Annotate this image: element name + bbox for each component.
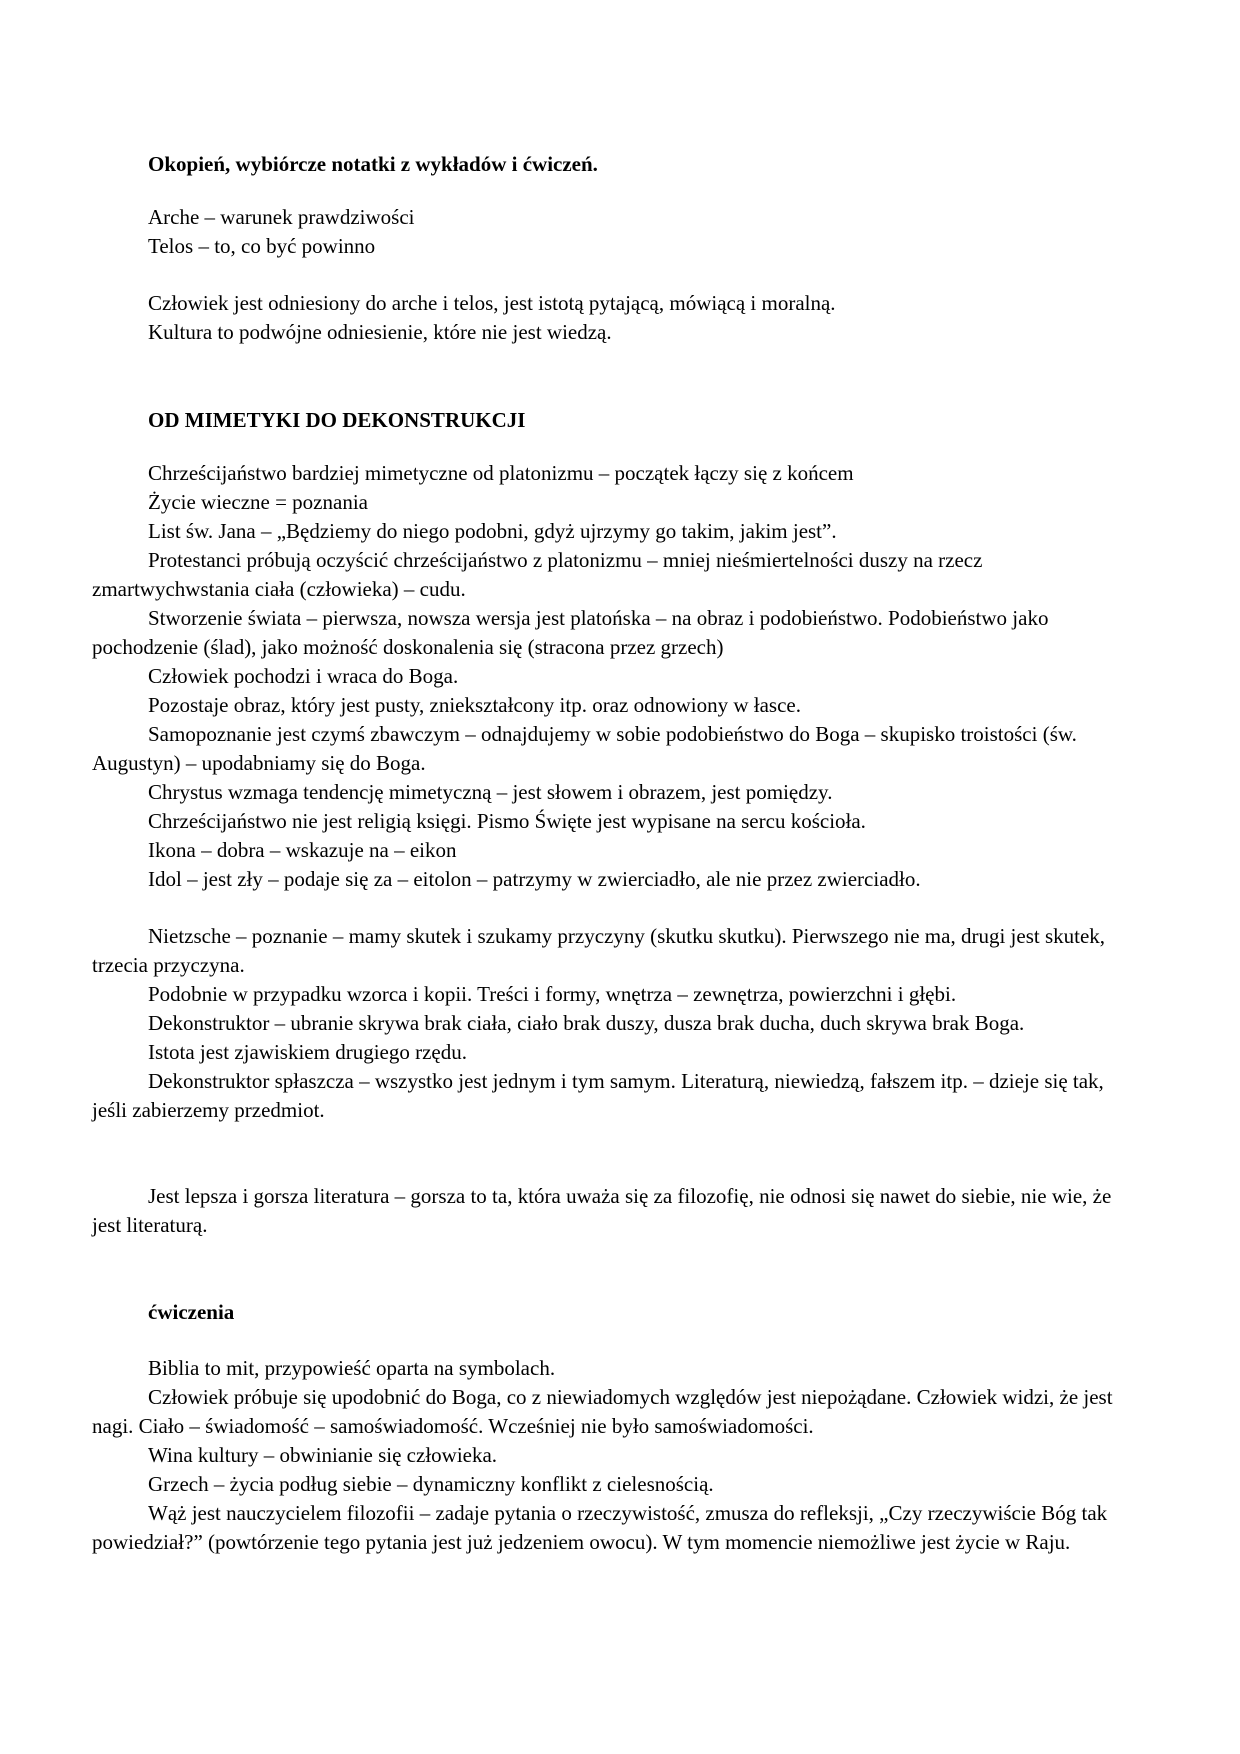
paragraph: Chrześcijaństwo bardziej mimetyczne od platonizmu – początek łączy się z końcem	[148, 461, 854, 485]
paragraph: Życie wieczne = poznania	[148, 490, 368, 514]
section-body	[92, 922, 1144, 1125]
paragraph: Chrystus wzmaga tendencję mimetyczną – jest słowem i obrazem, jest pomiędzy.	[148, 780, 833, 804]
paragraph: Chrześcijaństwo nie jest religią księgi. Pismo Święte jest wypisane na sercu kościoła.	[148, 809, 866, 833]
paragraph: Pozostaje obraz, który jest pusty, zniekształcony itp. oraz odnowiony w łasce.	[148, 693, 801, 717]
paragraph: Podobnie w przypadku wzorca i kopii. Treści i formy, wnętrza – zewnętrza, powierzchni i głębi.	[148, 982, 957, 1006]
section-heading: ćwiczenia	[148, 1300, 235, 1324]
paragraph: Stworzenie świata – pierwsza, nowsza wersja jest platońska – na obraz i podobieństwo. Podobieństwo jako pochodzenie (ślad), jako możność doskonalenia się (stracona przez grzech)	[92, 606, 1049, 659]
paragraph: Wina kultury – obwinianie się człowieka.	[148, 1443, 498, 1467]
paragraph: Dekonstruktor – ubranie skrywa brak ciała, ciało brak duszy, dusza brak ducha, duch skrywa brak Boga.	[148, 1011, 1025, 1035]
paragraph: Grzech – życia podług siebie – dynamiczny konflikt z cielesnością.	[148, 1472, 714, 1496]
intro-definitions	[148, 203, 1144, 261]
section-body	[92, 459, 1144, 894]
paragraph: Istota jest zjawiskiem drugiego rzędu.	[148, 1040, 467, 1064]
text-line: Kultura to podwójne odniesienie, które nie jest wiedzą.	[148, 320, 612, 344]
text-line: Arche – warunek prawdziwości	[148, 205, 415, 229]
section-body	[92, 1354, 1144, 1557]
text-line: Telos – to, co być powinno	[148, 234, 376, 258]
paragraph: Nietzsche – poznanie – mamy skutek i szukamy przyczyny (skutku skutku). Pierwszego nie ma, drugi jest skutek, trzecia przyczyna.	[92, 924, 1106, 977]
paragraph: List św. Jana – „Będziemy do niego podobni, gdyż ujrzymy go takim, jakim jest”.	[148, 519, 837, 543]
paragraph: Protestanci próbują oczyścić chrześcijaństwo z platonizmu – mniej nieśmiertelności duszy na rzecz zmartwychwstania ciała (człowieka) – cudu.	[92, 548, 983, 601]
paragraph: Wąż jest nauczycielem filozofii – zadaje pytania o rzeczywistość, zmusza do refleksji, „Czy rzeczywiście Bóg tak powiedział?” (powtórzenie tego pytania jest już jedzeniem owocu). W tym momencie niemożliwe jest życie w Raju.	[92, 1501, 1108, 1554]
paragraph: Ikona – dobra – wskazuje na – eikon	[148, 838, 457, 862]
text-line: Człowiek jest odniesiony do arche i telos, jest istotą pytającą, mówiącą i moralną.	[148, 291, 836, 315]
paragraph: Dekonstruktor spłaszcza – wszystko jest jednym i tym samym. Literaturą, niewiedzą, fałszem itp. – dzieje się tak, jeśli zabierzemy przedmiot.	[92, 1069, 1104, 1122]
paragraph: Biblia to mit, przypowieść oparta na symbolach.	[148, 1356, 556, 1380]
paragraph: Idol – jest zły – podaje się za – eitolon – patrzymy w zwierciadło, ale nie przez zwierciadło.	[148, 867, 921, 891]
intro-statements	[148, 289, 1144, 347]
paragraph: Samopoznanie jest czymś zbawczym – odnajdujemy w sobie podobieństwo do Boga – skupisko troistości (św. Augustyn) – upodabniamy się do Boga.	[92, 722, 1077, 775]
section-body	[92, 1182, 1144, 1240]
section-heading: OD MIMETYKI DO DEKONSTRUKCJI	[148, 408, 526, 432]
paragraph: Człowiek pochodzi i wraca do Boga.	[148, 664, 459, 688]
paragraph: Jest lepsza i gorsza literatura – gorsza to ta, która uważa się za filozofię, nie odnosi się nawet do siebie, nie wie, że jest literaturą.	[92, 1184, 1112, 1237]
document-title: Okopień, wybiórcze notatki z wykładów i ćwiczeń.	[148, 152, 598, 176]
paragraph: Człowiek próbuje się upodobnić do Boga, co z niewiadomych względów jest niepożądane. Człowiek widzi, że jest nagi. Ciało – świadomość – samoświadomość. Wcześniej nie było samoświadomości.	[92, 1385, 1113, 1438]
